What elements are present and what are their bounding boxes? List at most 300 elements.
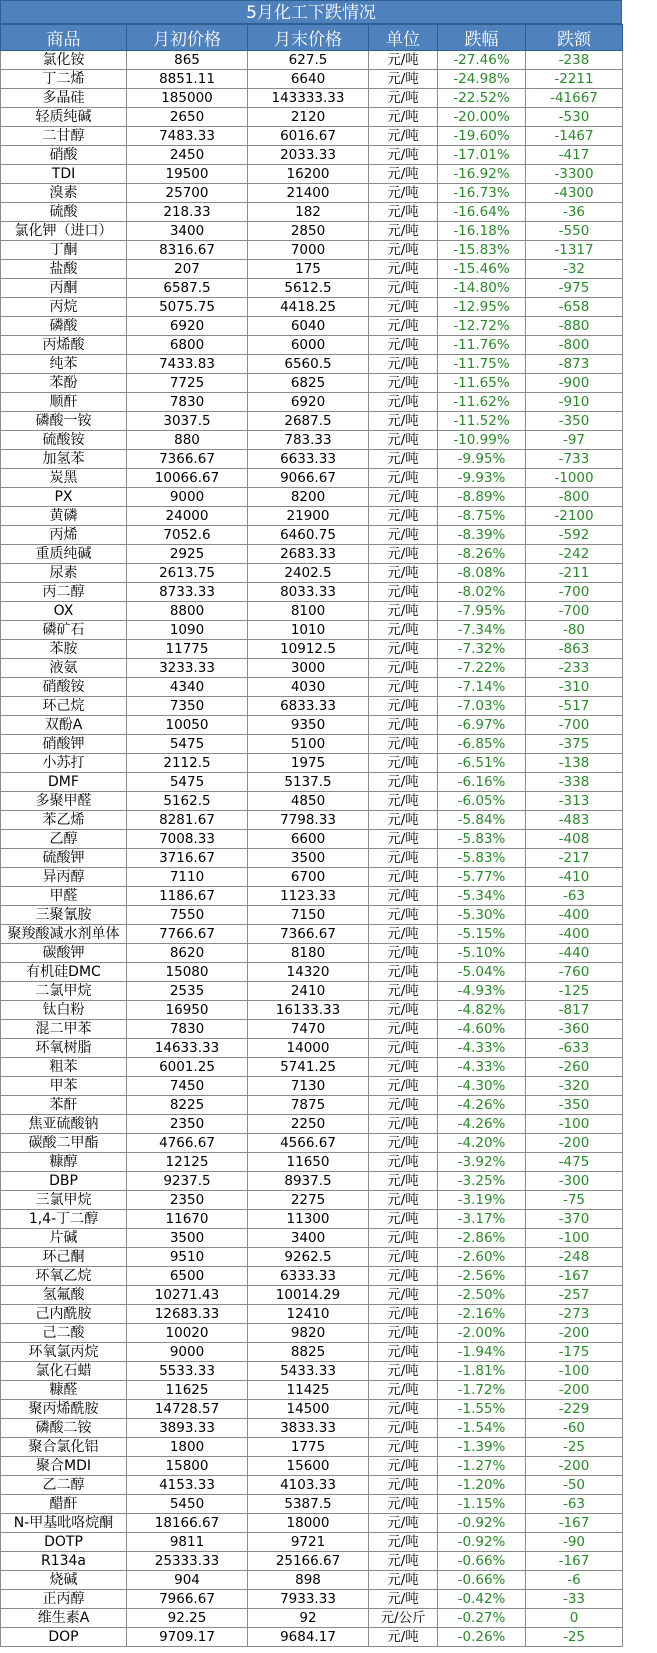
cell-product: 己二酸 [1,1324,127,1343]
table-row [1,1571,623,1590]
cell-unit: 元/吨 [369,1514,438,1533]
cell-change-pct: -7.22% [438,659,526,678]
cell-end-price: 14320 [248,963,369,982]
cell-end-price: 6633.33 [248,450,369,469]
cell-change-pct: -1.94% [438,1343,526,1362]
cell-unit: 元/吨 [369,1210,438,1229]
cell-product: 硝酸铵 [1,678,127,697]
cell-product: 溴素 [1,184,127,203]
table-row [1,1134,623,1153]
cell-change-pct: -11.75% [438,355,526,374]
cell-start-price: 1090 [127,621,248,640]
cell-product: 液氨 [1,659,127,678]
table-row [1,165,623,184]
cell-start-price: 2350 [127,1115,248,1134]
cell-change-pct: -24.98% [438,70,526,89]
cell-end-price: 6700 [248,868,369,887]
cell-unit: 元/吨 [369,260,438,279]
cell-change-amount: -900 [526,374,623,393]
cell-product: 聚合MDI [1,1457,127,1476]
table-row [1,735,623,754]
table-row [1,925,623,944]
cell-change-amount: -700 [526,583,623,602]
table-row [1,811,623,830]
cell-unit: 元/吨 [369,1552,438,1571]
cell-change-amount: -60 [526,1419,623,1438]
cell-start-price: 7433.83 [127,355,248,374]
cell-end-price: 2402.5 [248,564,369,583]
cell-end-price: 9262.5 [248,1248,369,1267]
cell-change-amount: -260 [526,1058,623,1077]
cell-end-price: 5387.5 [248,1495,369,1514]
cell-end-price: 5741.25 [248,1058,369,1077]
cell-unit: 元/吨 [369,1001,438,1020]
cell-start-price: 865 [127,51,248,70]
cell-change-amount: -217 [526,849,623,868]
cell-start-price: 207 [127,260,248,279]
cell-change-pct: -2.16% [438,1305,526,1324]
cell-start-price: 8620 [127,944,248,963]
table-row [1,1153,623,1172]
cell-product: 重质纯碱 [1,545,127,564]
cell-product: 氯化铵 [1,51,127,70]
cell-change-pct: -3.19% [438,1191,526,1210]
cell-start-price: 3716.67 [127,849,248,868]
cell-start-price: 18166.67 [127,1514,248,1533]
table-row [1,963,623,982]
cell-change-pct: -5.77% [438,868,526,887]
table-row [1,260,623,279]
cell-end-price: 6333.33 [248,1267,369,1286]
cell-end-price: 6016.67 [248,127,369,146]
cell-change-pct: -16.73% [438,184,526,203]
cell-end-price: 5433.33 [248,1362,369,1381]
cell-unit: 元/吨 [369,1153,438,1172]
cell-product: 氯化钾（进口） [1,222,127,241]
cell-change-amount: -375 [526,735,623,754]
table-row [1,317,623,336]
cell-change-amount: -257 [526,1286,623,1305]
table-row [1,1419,623,1438]
cell-change-pct: -4.93% [438,982,526,1001]
cell-unit: 元/吨 [369,1590,438,1609]
cell-change-pct: -8.26% [438,545,526,564]
cell-unit: 元/吨 [369,868,438,887]
cell-product: TDI [1,165,127,184]
cell-change-amount: -338 [526,773,623,792]
cell-unit: 元/吨 [369,1096,438,1115]
cell-product: 硝酸 [1,146,127,165]
cell-change-amount: -25 [526,1438,623,1457]
cell-unit: 元/吨 [369,849,438,868]
cell-change-pct: -4.26% [438,1115,526,1134]
table-row [1,526,623,545]
cell-product: 双酚A [1,716,127,735]
cell-change-amount: -200 [526,1381,623,1400]
cell-start-price: 24000 [127,507,248,526]
cell-product: 粗苯 [1,1058,127,1077]
table-row [1,545,623,564]
cell-end-price: 7798.33 [248,811,369,830]
cell-unit: 元/吨 [369,450,438,469]
cell-end-price: 6560.5 [248,355,369,374]
cell-end-price: 10014.29 [248,1286,369,1305]
cell-unit: 元/吨 [369,1115,438,1134]
cell-product: 加氢苯 [1,450,127,469]
table-row [1,127,623,146]
cell-change-pct: -8.08% [438,564,526,583]
cell-change-amount: -475 [526,1153,623,1172]
cell-start-price: 15800 [127,1457,248,1476]
cell-product: 三聚氰胺 [1,906,127,925]
table-row [1,146,623,165]
cell-unit: 元/吨 [369,792,438,811]
cell-product: 碳酸二甲酯 [1,1134,127,1153]
cell-change-amount: -63 [526,1495,623,1514]
cell-change-amount: -310 [526,678,623,697]
cell-change-pct: -11.52% [438,412,526,431]
cell-end-price: 8825 [248,1343,369,1362]
cell-product: 二氯甲烷 [1,982,127,1001]
cell-change-amount: -100 [526,1362,623,1381]
cell-change-amount: -592 [526,526,623,545]
cell-change-pct: -2.00% [438,1324,526,1343]
cell-change-amount: -633 [526,1039,623,1058]
cell-change-pct: -3.25% [438,1172,526,1191]
cell-change-pct: -4.26% [438,1096,526,1115]
cell-start-price: 2925 [127,545,248,564]
cell-unit: 元/吨 [369,146,438,165]
cell-unit: 元/吨 [369,469,438,488]
cell-change-amount: -658 [526,298,623,317]
cell-unit: 元/吨 [369,773,438,792]
cell-start-price: 5533.33 [127,1362,248,1381]
cell-product: 多晶硅 [1,89,127,108]
cell-end-price: 4850 [248,792,369,811]
cell-product: DOTP [1,1533,127,1552]
cell-start-price: 6920 [127,317,248,336]
cell-unit: 元/吨 [369,830,438,849]
cell-change-amount: -200 [526,1324,623,1343]
cell-start-price: 8800 [127,602,248,621]
cell-change-pct: -1.20% [438,1476,526,1495]
cell-change-pct: -4.33% [438,1039,526,1058]
cell-change-pct: -12.72% [438,317,526,336]
cell-end-price: 6000 [248,336,369,355]
cell-end-price: 8937.5 [248,1172,369,1191]
cell-change-amount: -33 [526,1590,623,1609]
table-body [1,51,623,1647]
table-row [1,659,623,678]
cell-change-pct: -0.27% [438,1609,526,1628]
cell-unit: 元/吨 [369,564,438,583]
table-row [1,1609,623,1628]
cell-change-amount: -200 [526,1457,623,1476]
cell-unit: 元/吨 [369,545,438,564]
cell-end-price: 1975 [248,754,369,773]
cell-unit: 元/吨 [369,1039,438,1058]
cell-change-amount: -2100 [526,507,623,526]
cell-start-price: 2613.75 [127,564,248,583]
cell-change-pct: -7.34% [438,621,526,640]
cell-change-pct: -16.92% [438,165,526,184]
cell-start-price: 12683.33 [127,1305,248,1324]
cell-change-pct: -4.82% [438,1001,526,1020]
cell-change-amount: -1317 [526,241,623,260]
cell-end-price: 14500 [248,1400,369,1419]
cell-start-price: 4153.33 [127,1476,248,1495]
table-row [1,830,623,849]
table-row [1,621,623,640]
cell-change-amount: -863 [526,640,623,659]
table-row [1,469,623,488]
cell-unit: 元/吨 [369,1381,438,1400]
cell-end-price: 3500 [248,849,369,868]
cell-unit: 元/吨 [369,1020,438,1039]
table-row [1,1115,623,1134]
cell-change-amount: -63 [526,887,623,906]
cell-product: 维生素A [1,1609,127,1628]
cell-change-amount: -400 [526,925,623,944]
table-row [1,222,623,241]
cell-change-pct: -8.89% [438,488,526,507]
cell-change-amount: -97 [526,431,623,450]
cell-product: 丙烷 [1,298,127,317]
cell-unit: 元/吨 [369,507,438,526]
cell-start-price: 8225 [127,1096,248,1115]
cell-product: 苯乙烯 [1,811,127,830]
cell-product: 烧碱 [1,1571,127,1590]
cell-change-pct: -1.39% [438,1438,526,1457]
cell-change-pct: -2.86% [438,1229,526,1248]
cell-end-price: 7875 [248,1096,369,1115]
cell-change-amount: -32 [526,260,623,279]
cell-product: 氢氟酸 [1,1286,127,1305]
cell-unit: 元/吨 [369,1571,438,1590]
cell-change-amount: -873 [526,355,623,374]
cell-start-price: 3037.5 [127,412,248,431]
cell-start-price: 880 [127,431,248,450]
cell-product: 焦亚硫酸钠 [1,1115,127,1134]
cell-change-pct: -17.01% [438,146,526,165]
cell-change-pct: -2.50% [438,1286,526,1305]
cell-product: 环氧乙烷 [1,1267,127,1286]
cell-product: 糠醛 [1,1381,127,1400]
cell-product: 聚丙烯酰胺 [1,1400,127,1419]
cell-unit: 元/吨 [369,89,438,108]
cell-change-pct: -5.15% [438,925,526,944]
cell-change-amount: -733 [526,450,623,469]
cell-change-pct: -1.27% [438,1457,526,1476]
cell-unit: 元/吨 [369,70,438,89]
cell-unit: 元/吨 [369,355,438,374]
table-row [1,1514,623,1533]
cell-change-pct: -4.33% [438,1058,526,1077]
cell-start-price: 2535 [127,982,248,1001]
cell-unit: 元/吨 [369,1419,438,1438]
cell-unit: 元/吨 [369,640,438,659]
cell-end-price: 898 [248,1571,369,1590]
table-row [1,1191,623,1210]
cell-start-price: 2650 [127,108,248,127]
cell-start-price: 8733.33 [127,583,248,602]
cell-end-price: 8180 [248,944,369,963]
table-row [1,1020,623,1039]
cell-change-amount: -25 [526,1628,623,1647]
table-row [1,1229,623,1248]
table-row [1,1210,623,1229]
cell-end-price: 25166.67 [248,1552,369,1571]
cell-end-price: 8033.33 [248,583,369,602]
cell-unit: 元/吨 [369,1533,438,1552]
cell-start-price: 6500 [127,1267,248,1286]
table-row [1,849,623,868]
table-row [1,1533,623,1552]
cell-change-amount: -910 [526,393,623,412]
table-row [1,1286,623,1305]
cell-change-pct: -5.10% [438,944,526,963]
cell-end-price: 9684.17 [248,1628,369,1647]
cell-product: 甲醛 [1,887,127,906]
cell-product: 正丙醇 [1,1590,127,1609]
cell-start-price: 7110 [127,868,248,887]
cell-change-pct: -20.00% [438,108,526,127]
cell-start-price: 7052.6 [127,526,248,545]
cell-change-amount: -167 [526,1514,623,1533]
cell-product: 乙二醇 [1,1476,127,1495]
cell-end-price: 9721 [248,1533,369,1552]
cell-product: 黄磷 [1,507,127,526]
cell-change-amount: -200 [526,1134,623,1153]
cell-end-price: 8200 [248,488,369,507]
cell-end-price: 3833.33 [248,1419,369,1438]
cell-product: 氯化石蜡 [1,1362,127,1381]
cell-change-pct: -15.46% [438,260,526,279]
cell-change-amount: -175 [526,1343,623,1362]
cell-change-pct: -1.81% [438,1362,526,1381]
cell-product: 二甘醇 [1,127,127,146]
table-row [1,754,623,773]
cell-end-price: 627.5 [248,51,369,70]
cell-product: 小苏打 [1,754,127,773]
cell-start-price: 7450 [127,1077,248,1096]
cell-product: 磷酸 [1,317,127,336]
cell-change-pct: -8.39% [438,526,526,545]
cell-end-price: 3000 [248,659,369,678]
cell-unit: 元/吨 [369,621,438,640]
cell-product: R134a [1,1552,127,1571]
table-row [1,89,623,108]
cell-end-price: 16133.33 [248,1001,369,1020]
cell-end-price: 5612.5 [248,279,369,298]
cell-product: 环己烷 [1,697,127,716]
cell-product: 磷酸一铵 [1,412,127,431]
table-row [1,1172,623,1191]
table-row [1,1305,623,1324]
table-row [1,716,623,735]
cell-start-price: 7350 [127,697,248,716]
cell-start-price: 7008.33 [127,830,248,849]
cell-change-pct: -5.30% [438,906,526,925]
table-row [1,70,623,89]
cell-end-price: 4566.67 [248,1134,369,1153]
cell-change-pct: -5.34% [438,887,526,906]
cell-change-pct: -19.60% [438,127,526,146]
cell-change-amount: -3300 [526,165,623,184]
cell-change-amount: -1000 [526,469,623,488]
table-row [1,773,623,792]
cell-change-amount: -80 [526,621,623,640]
cell-product: 丙酮 [1,279,127,298]
cell-change-pct: -6.05% [438,792,526,811]
cell-change-pct: -11.65% [438,374,526,393]
cell-unit: 元/吨 [369,108,438,127]
cell-product: 硝酸钾 [1,735,127,754]
table-row [1,1362,623,1381]
cell-unit: 元/吨 [369,1267,438,1286]
cell-change-amount: -320 [526,1077,623,1096]
cell-change-amount: -817 [526,1001,623,1020]
cell-product: 混二甲苯 [1,1020,127,1039]
cell-unit: 元/吨 [369,488,438,507]
table-row [1,1628,623,1647]
cell-change-pct: -11.62% [438,393,526,412]
cell-end-price: 5137.5 [248,773,369,792]
table-row [1,868,623,887]
cell-change-amount: -360 [526,1020,623,1039]
cell-end-price: 4418.25 [248,298,369,317]
cell-change-pct: -27.46% [438,51,526,70]
table-row [1,1552,623,1571]
cell-start-price: 4340 [127,678,248,697]
cell-product: 三氯甲烷 [1,1191,127,1210]
table-row [1,108,623,127]
cell-product: 丁二烯 [1,70,127,89]
cell-start-price: 10066.67 [127,469,248,488]
cell-start-price: 8316.67 [127,241,248,260]
cell-change-amount: -800 [526,488,623,507]
cell-product: 1,4-丁二醇 [1,1210,127,1229]
cell-change-amount: -229 [526,1400,623,1419]
cell-start-price: 7766.67 [127,925,248,944]
cell-end-price: 2683.33 [248,545,369,564]
cell-start-price: 2350 [127,1191,248,1210]
cell-change-pct: -0.26% [438,1628,526,1647]
cell-unit: 元/吨 [369,1400,438,1419]
table-row [1,393,623,412]
cell-product: 纯苯 [1,355,127,374]
cell-end-price: 1010 [248,621,369,640]
cell-change-amount: -400 [526,906,623,925]
cell-change-pct: -7.14% [438,678,526,697]
cell-start-price: 9709.17 [127,1628,248,1647]
cell-start-price: 11625 [127,1381,248,1400]
cell-product: OX [1,602,127,621]
cell-product: 丙烯 [1,526,127,545]
cell-unit: 元/吨 [369,1058,438,1077]
cell-start-price: 10020 [127,1324,248,1343]
cell-end-price: 92 [248,1609,369,1628]
cell-unit: 元/吨 [369,298,438,317]
cell-change-pct: -7.95% [438,602,526,621]
cell-unit: 元/吨 [369,602,438,621]
cell-end-price: 11425 [248,1381,369,1400]
cell-change-amount: -211 [526,564,623,583]
cell-change-pct: -16.18% [438,222,526,241]
cell-product: 硫酸钾 [1,849,127,868]
cell-product: 环己酮 [1,1248,127,1267]
price-table [0,24,623,1647]
